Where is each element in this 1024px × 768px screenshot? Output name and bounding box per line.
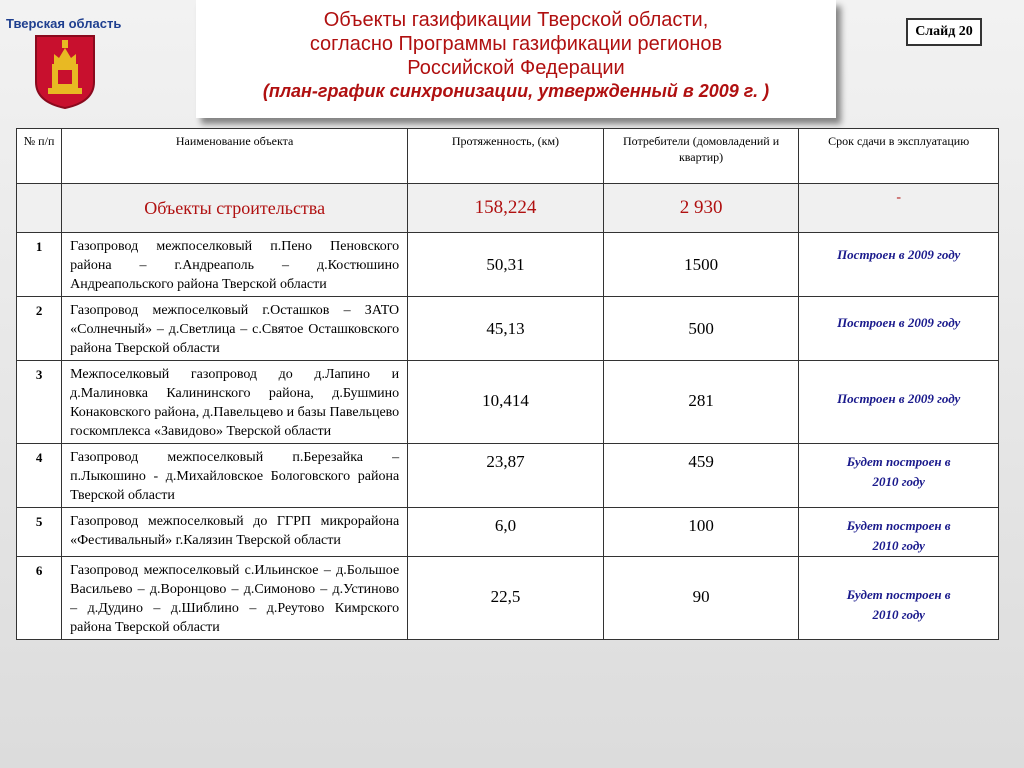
row-status: Построен в 2009 году bbox=[799, 233, 999, 297]
row-consumers: 281 bbox=[603, 361, 799, 444]
row-status: Построен в 2009 году bbox=[799, 297, 999, 361]
page-title-line-3: Российской Федерации bbox=[407, 57, 625, 79]
page-title-line-2: согласно Программы газификации регионов bbox=[309, 33, 723, 55]
row-status: Будет построен в 2010 году bbox=[799, 557, 999, 640]
column-header-number: № п/п bbox=[17, 129, 62, 184]
column-header-name: Наименование объекта bbox=[62, 129, 408, 184]
table-row bbox=[17, 444, 999, 508]
row-length: 45,13 bbox=[408, 297, 604, 361]
row-length: 22,5 bbox=[408, 557, 604, 640]
row-number: 6 bbox=[17, 557, 62, 640]
page-title-line-1: Объекты газификации Тверской области, bbox=[323, 9, 709, 31]
page-subtitle: (план-график синхронизации, утвержденный в 2009 г. ) bbox=[262, 81, 770, 101]
row-name: Газопровод межпоселковый до ГГРП микрорайона «Фестивальный» г.Калязин Тверской области bbox=[62, 508, 408, 557]
row-consumers: 500 bbox=[603, 297, 799, 361]
column-header-length: Протяженность, (км) bbox=[408, 129, 604, 184]
row-status: Будет построен в 2010 году bbox=[799, 508, 999, 557]
table-row bbox=[17, 297, 999, 361]
row-consumers: 90 bbox=[603, 557, 799, 640]
row-number: 4 bbox=[17, 444, 62, 508]
slide-number: Слайд 20 bbox=[906, 18, 982, 46]
summary-label: Объекты строительства bbox=[62, 184, 408, 233]
row-name: Межпоселковый газопровод до д.Лапино и д.Малиновка Калининского района, д.Бушмино Конаковского района, д.Павельцево и базы Павельцево госкомплекса «Завидово» Тверской области bbox=[62, 361, 408, 444]
column-header-deadline: Срок сдачи в эксплуатацию bbox=[799, 129, 999, 184]
row-length: 23,87 bbox=[408, 444, 604, 508]
row-number: 3 bbox=[17, 361, 62, 444]
title-box bbox=[196, 0, 836, 118]
row-name: Газопровод межпоселковый п.Березайка – п.Лыкошино - д.Михайловское Бологовского района Тверской области bbox=[62, 444, 408, 508]
row-consumers: 1500 bbox=[603, 233, 799, 297]
row-name: Газопровод межпоселковый п.Пено Пеновского района – г.Андреаполь – д.Костюшино Андреапольского района Тверской области bbox=[62, 233, 408, 297]
row-number: 2 bbox=[17, 297, 62, 361]
coat-of-arms-icon bbox=[34, 34, 96, 110]
summary-consumers: 2 930 bbox=[603, 184, 799, 233]
row-name: Газопровод межпоселковый г.Осташков – ЗАТО «Солнечный» – д.Светлица – с.Святое Осташковского района Тверской области bbox=[62, 297, 408, 361]
summary-length: 158,224 bbox=[408, 184, 604, 233]
row-status: Будет построен в 2010 году bbox=[799, 444, 999, 508]
row-name: Газопровод межпоселковый с.Ильинское – д.Большое Васильево – д.Воронцово – д.Симоново – д.Устиново – д.Дудино – д.Шиблино – д.Реутово Кимрского района Тверской области bbox=[62, 557, 408, 640]
summary-row bbox=[17, 184, 999, 233]
region-label: Тверская область bbox=[6, 16, 122, 31]
summary-empty-cell bbox=[17, 184, 62, 233]
row-length: 6,0 bbox=[408, 508, 604, 557]
column-header-consumers: Потребители (домовладений и квартир) bbox=[603, 129, 799, 184]
table-row bbox=[17, 361, 999, 444]
table-row bbox=[17, 557, 999, 640]
row-consumers: 100 bbox=[603, 508, 799, 557]
row-length: 50,31 bbox=[408, 233, 604, 297]
row-number: 1 bbox=[17, 233, 62, 297]
table-row bbox=[17, 233, 999, 297]
row-consumers: 459 bbox=[603, 444, 799, 508]
row-status: Построен в 2009 году bbox=[799, 361, 999, 444]
summary-deadline: - bbox=[799, 184, 999, 233]
table-row bbox=[17, 508, 999, 557]
gasification-table bbox=[16, 128, 999, 640]
row-length: 10,414 bbox=[408, 361, 604, 444]
table-header-row bbox=[17, 129, 999, 184]
row-number: 5 bbox=[17, 508, 62, 557]
